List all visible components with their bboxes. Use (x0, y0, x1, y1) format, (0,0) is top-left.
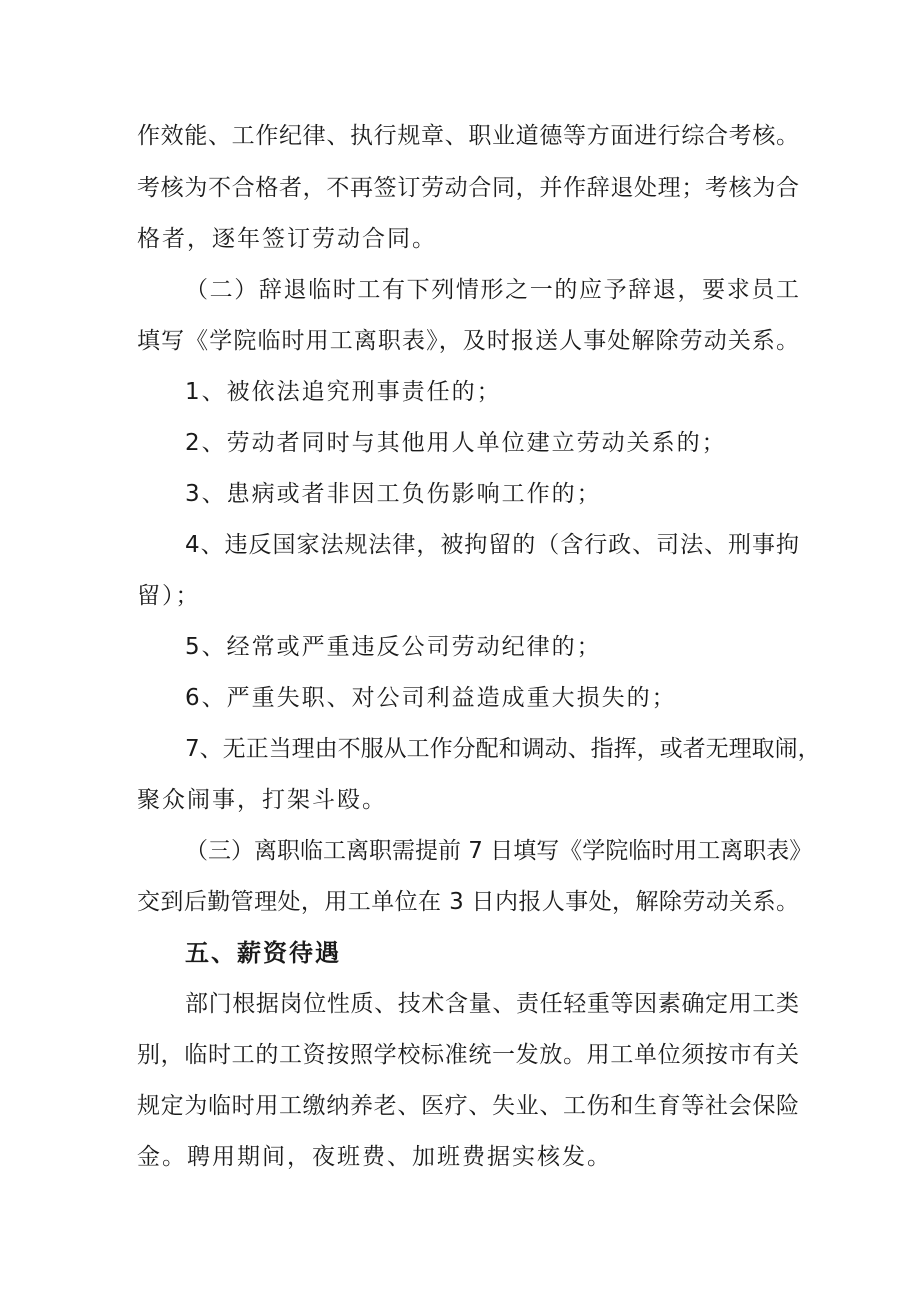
list-item-continuation: 聚众闹事，打架斗殴。 (137, 787, 387, 813)
text-line: 作效能、工作纪律、执行规章、职业道德等方面进行综合考核。 (137, 123, 799, 149)
list-item: 1、被依法追究刑事责任的； (185, 379, 502, 405)
text-line: （三）离职临工离职需提前 7 日填写《学院临时用工离职表》 (185, 838, 813, 864)
text-line: 交到后勤管理处，用工单位在 3 日内报人事处，解除劳动关系。 (137, 889, 799, 915)
list-item: 6、严重失职、对公司利益造成重大损失的； (185, 685, 677, 711)
text-line: 填写《学院临时用工离职表》，及时报送人事处解除劳动关系。 (137, 328, 799, 354)
list-item: 2、劳动者同时与其他用人单位建立劳动关系的； (185, 430, 727, 456)
text-line: 别，临时工的工资按照学校标准统一发放。用工单位须按市有关 (137, 1042, 799, 1068)
text-line: 规定为临时用工缴纳养老、医疗、失业、工伤和生育等社会保险 (137, 1093, 799, 1119)
list-item: 3、患病或者非因工负伤影响工作的； (185, 481, 602, 507)
list-item: 7、无正当理由不服从工作分配和调动、指挥，或者无理取闹， (185, 736, 821, 762)
text-line: 考核为不合格者，不再签订劳动合同，并作辞退处理；考核为合 (137, 175, 799, 201)
text-line: 金。聘用期间，夜班费、加班费据实核发。 (137, 1144, 612, 1170)
list-item: 4、违反国家法规法律，被拘留的（含行政、司法、刑事拘 (185, 532, 799, 558)
text-line: 部门根据岗位性质、技术含量、责任轻重等因素确定用工类 (185, 991, 799, 1017)
text-line: 格者，逐年签订劳动合同。 (137, 226, 437, 252)
text-line: （二）辞退临时工有下列情形之一的应予辞退，要求员工 (185, 277, 799, 303)
list-item: 5、经常或严重违反公司劳动纪律的； (185, 634, 602, 660)
section-heading: 五、薪资待遇 (185, 939, 341, 967)
list-item-continuation: 留）； (137, 583, 201, 609)
